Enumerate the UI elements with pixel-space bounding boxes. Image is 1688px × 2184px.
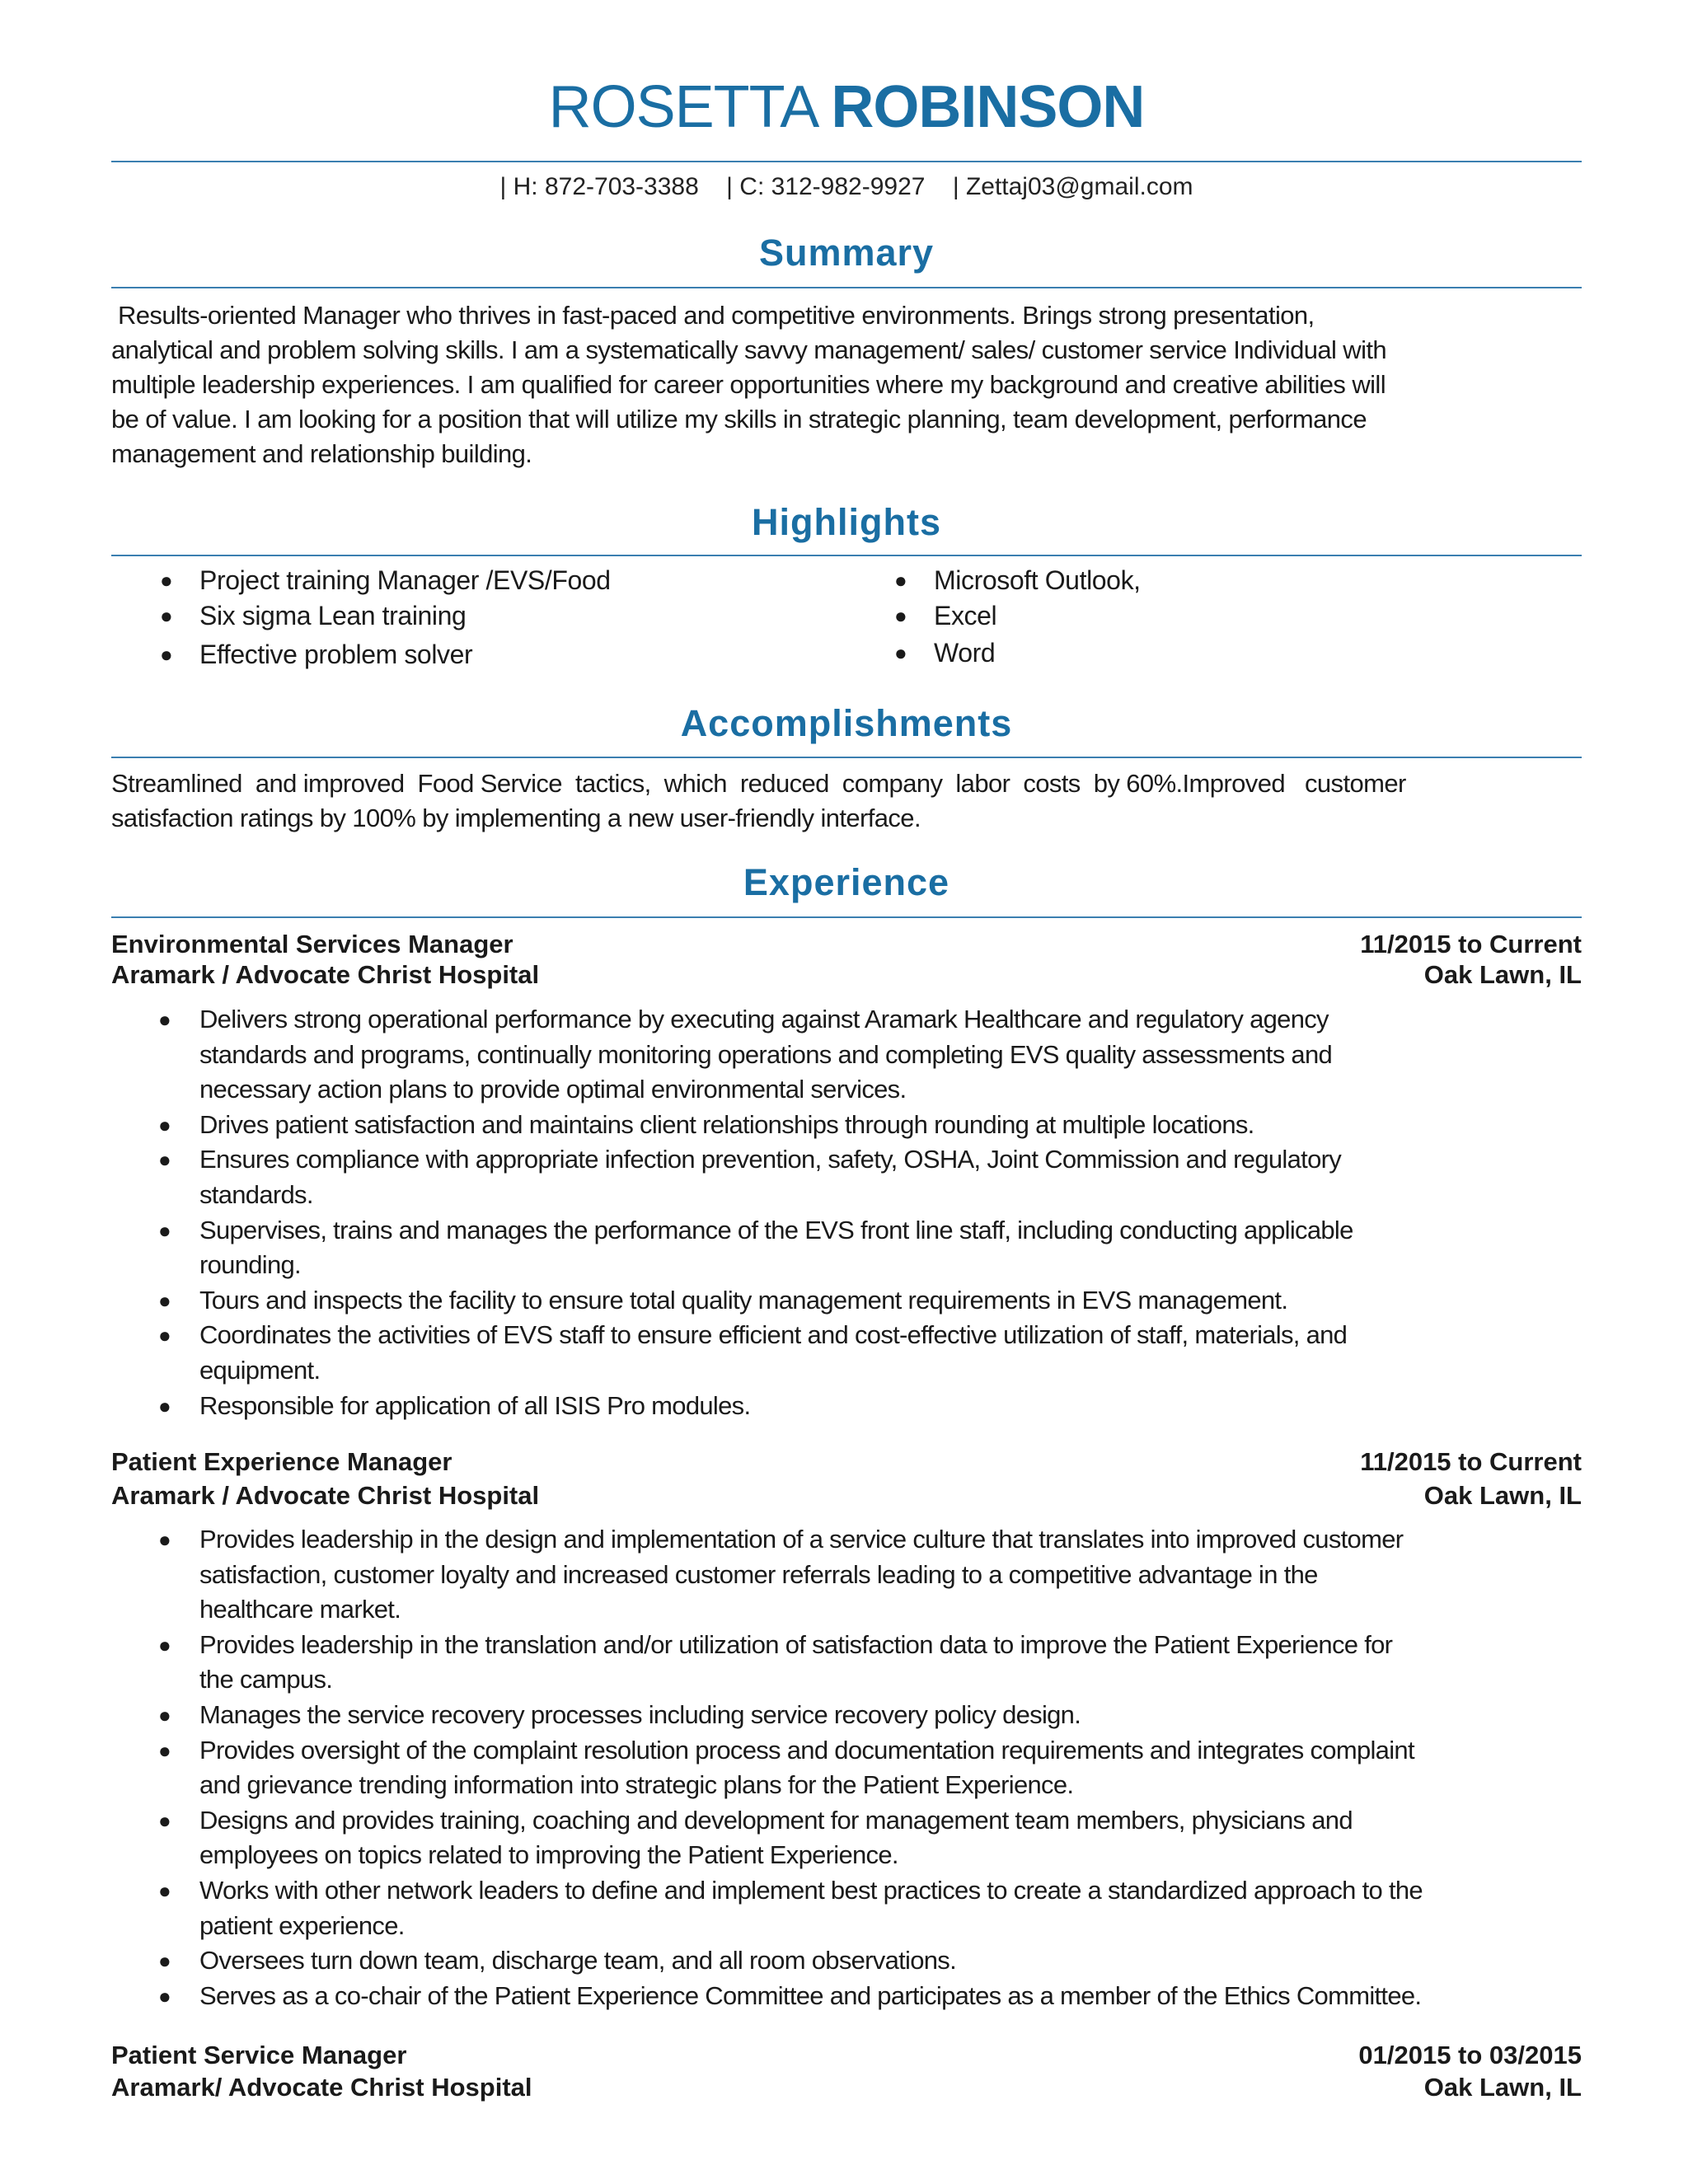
summary-heading: Summary — [758, 232, 935, 274]
job-employer: Aramark / Advocate Christ Hospital — [111, 960, 540, 989]
highlights-left-list — [160, 563, 611, 673]
experience-heading: Experience — [743, 861, 950, 903]
job-title: Environmental Services Manager — [111, 930, 513, 958]
list-item: ● Oversees turn down team, discharge team, and all room observations. — [158, 1946, 957, 1975]
list-item: ● Works with other network leaders to define and implement best practices to create a standardized approach to the patient experience. — [158, 1875, 1423, 1940]
list-item: ● Provides oversight of the complaint resolution process and documentation requirements and integrates complaint and grievance trending information into strategic plans for the Patient Experience. — [158, 1735, 1414, 1800]
job-duties-list — [158, 1002, 1584, 1423]
accomplishments-text — [111, 766, 1582, 836]
job-title: Patient Experience Manager — [111, 1447, 452, 1476]
list-item: ● Excel — [894, 601, 997, 630]
summary-line: be of value. I am looking for a position that will utilize my skills in strategic planning, team development, performance — [111, 405, 1367, 434]
first-name: ROSETTA — [548, 74, 816, 140]
list-item: ● Project training Manager /EVS/Food — [160, 565, 611, 595]
highlights-heading: Highlights — [752, 501, 941, 543]
highlights-rule — [111, 555, 1582, 556]
job-location: Oak Lawn, IL — [1423, 1481, 1582, 1510]
accomplishments-heading: Accomplishments — [680, 702, 1013, 744]
cell-phone: | C: 312-982-9927 — [726, 173, 926, 200]
accomplishments-rule — [111, 757, 1582, 758]
list-item: ● Provides leadership in the translation and/or utilization of satisfaction data to improve the Patient Experience for the campus. — [158, 1629, 1393, 1694]
job-title: Patient Service Manager — [111, 2041, 407, 2069]
summary-line: multiple leadership experiences. I am qualified for career opportunities where my background and creative abilities will — [111, 370, 1386, 399]
job-duties-list — [158, 1522, 1584, 2013]
list-item: ● Coordinates the activities of EVS staff to ensure efficient and cost-effective utilization of staff, materials, and equipment. — [158, 1320, 1348, 1385]
job-location: Oak Lawn, IL — [1423, 2073, 1582, 2102]
job-dates: 11/2015 to Current — [1360, 1447, 1582, 1476]
highlights-right-list — [894, 563, 1141, 671]
last-name: ROBINSON — [831, 74, 1145, 140]
summary-rule — [111, 287, 1582, 288]
list-item: ● Delivers strong operational performance by executing against Aramark Healthcare and regulatory agency standards and programs, continually monitoring operations and completing EVS quality assessments and necessary action plans to provide optimal environmental services. — [158, 1005, 1333, 1104]
job-dates: 11/2015 to Current — [1360, 930, 1582, 958]
list-item: ● Tours and inspects the facility to ensure total quality management requirements in EVS management. — [158, 1285, 1288, 1315]
summary-line: management and relationship building. — [111, 439, 532, 468]
summary-text — [111, 298, 1582, 471]
candidate-name — [111, 73, 1582, 142]
list-item: ● Effective problem solver — [160, 640, 473, 669]
job-dates: 01/2015 to 03/2015 — [1358, 2041, 1582, 2069]
list-item: ● Microsoft Outlook, — [894, 565, 1141, 595]
list-item: ● Supervises, trains and manages the performance of the EVS front line staff, including conducting applicable rounding. — [158, 1215, 1353, 1280]
list-item: ● Ensures compliance with appropriate infection prevention, safety, OSHA, Joint Commission and regulatory standards. — [158, 1145, 1342, 1209]
list-item: ● Designs and provides training, coaching and development for management team members, physicians and employees on topics related to improving the Patient Experience. — [158, 1805, 1353, 1870]
list-item: ● Serves as a co-chair of the Patient Experience Committee and participates as a member of the Ethics Committee. — [158, 1980, 1422, 2010]
job-employer: Aramark / Advocate Christ Hospital — [111, 1481, 540, 1510]
summary-line: analytical and problem solving skills. I am a systematically savvy management/ sales/ customer service Individual with — [111, 335, 1387, 364]
list-item: ● Word — [894, 638, 996, 668]
job-location: Oak Lawn, IL — [1423, 960, 1582, 989]
contact-line — [111, 171, 1582, 204]
accomplishments-line: Streamlined and improved Food Service tactics, which reduced company labor costs by 60%.Improved customer — [111, 769, 1406, 798]
list-item: ● Six sigma Lean training — [160, 601, 467, 630]
experience-rule — [111, 916, 1582, 918]
accomplishments-line: satisfaction ratings by 100% by implementing a new user-friendly interface. — [111, 804, 921, 832]
job-employer: Aramark/ Advocate Christ Hospital — [111, 2073, 532, 2102]
resume-page — [111, 0, 1582, 2184]
home-phone: | H: 872-703-3388 — [499, 173, 699, 200]
email: | Zettaj03@gmail.com — [952, 173, 1193, 200]
header-rule — [111, 161, 1582, 162]
list-item: ● Manages the service recovery processes including service recovery policy design. — [158, 1699, 1081, 1729]
list-item: ● Drives patient satisfaction and maintains client relationships through rounding at multiple locations. — [158, 1109, 1254, 1139]
summary-line: Results-oriented Manager who thrives in fast-paced and competitive environments. Brings strong presentation, — [118, 301, 1315, 330]
list-item: ● Responsible for application of all ISIS Pro modules. — [158, 1390, 751, 1420]
list-item: ● Provides leadership in the design and implementation of a service culture that translates into improved customer satisfaction, customer loyalty and increased customer referrals leading to a competitive advantage in the healthcare market. — [158, 1525, 1404, 1624]
